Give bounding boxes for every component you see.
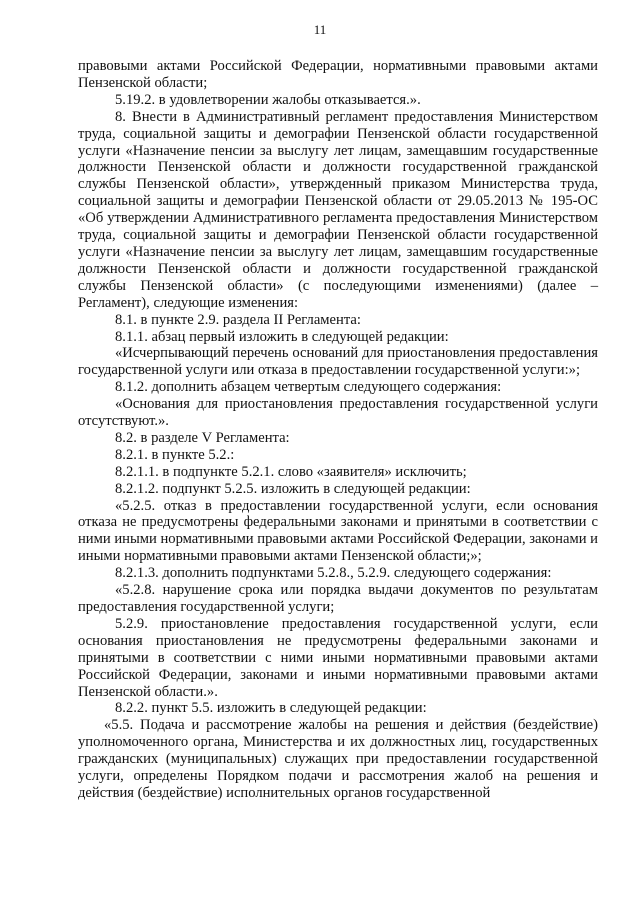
paragraph: правовыми актами Российской Федерации, нормативными правовыми актами Пензенской области;	[78, 58, 598, 91]
paragraph: 8.1.1. абзац первый изложить в следующей редакции:	[115, 328, 449, 345]
paragraph: 8.2.1.2. подпункт 5.2.5. изложить в следующей редакции:	[115, 480, 471, 497]
paragraph: 8.2.1.1. в подпункте 5.2.1. слово «заявителя» исключить;	[115, 463, 467, 480]
paragraph: «Основания для приостановления предоставления государственной услуги отсутствуют.».	[78, 396, 598, 430]
page-number: 11	[313, 22, 327, 37]
paragraph: «5.2.8. нарушение срока или порядка выдачи документов по результатам предоставления государственной услуги;	[78, 582, 598, 615]
paragraph: 8.1. в пункте 2.9. раздела II Регламента:	[115, 311, 361, 328]
paragraph: 5.2.9. приостановление предоставления государственной услуги, если основания приостановления не предусмотрены федеральными законами и принятыми в соответствии с ними иными нормативными правовыми актами Российской Федерации, законами и иными нормативными правовыми актами Пензенской области.».	[78, 615, 598, 700]
paragraph: 8.2.2. пункт 5.5. изложить в следующей редакции:	[115, 700, 427, 717]
paragraph: «5.5. Подача и рассмотрение жалобы на решения и действия (бездействие) уполномоченного органа, Министерства и их должностных лиц, государственных гражданских (муниципальных) служащих при предоставлении государственной услуги, определены Порядком подачи и рассмотрения жалоб на решения и действия (бездействие) исполнительных органов государственной	[78, 717, 598, 801]
paragraph: 5.19.2. в удовлетворении жалобы отказывается.».	[115, 91, 421, 108]
paragraph: 8.2.1. в пункте 5.2.:	[115, 446, 235, 463]
paragraph: 8.2.1.3. дополнить подпунктами 5.2.8., 5.2.9. следующего содержания:	[115, 565, 552, 582]
paragraph: 8. Внести в Административный регламент предоставления Министерством труда, социальной защиты и демографии Пензенской области государственной услуги «Назначение пенсии за выслугу лет лицам, замещавшим государственные должности Пензенской области и должности государственной гражданской службы Пензенской области», утвержденный приказом Министерства труда, социальной защиты и демографии Пензенской области от 29.05.2013 № 195-ОС «Об утверждении Административного регламента предоставления Министерством труда, социальной защиты и демографии Пензенской области государственной услуги «Назначение пенсии за выслугу лет лицам, замещавшим государственные должности Пензенской области и должности государственной гражданской службы Пензенской области» (с последующими изменениями) (далее – Регламент), следующие изменения:	[78, 108, 598, 311]
document-body	[78, 58, 598, 802]
paragraph: «Исчерпывающий перечень оснований для приостановления предоставления государственной услуги или отказа в предоставлении государственной услуги:»;	[78, 345, 598, 379]
paragraph: 8.1.2. дополнить абзацем четвертым следующего содержания:	[115, 379, 502, 396]
paragraph: «5.2.5. отказ в предоставлении государственной услуги, если основания отказа не предусмотрены федеральными законами и принятыми в соответствии с ними иными нормативными правовыми актами Российской Федерации, законами и иными нормативными правовыми актами Пензенской области;»;	[78, 497, 598, 565]
paragraph: 8.2. в разделе V Регламента:	[115, 429, 290, 446]
